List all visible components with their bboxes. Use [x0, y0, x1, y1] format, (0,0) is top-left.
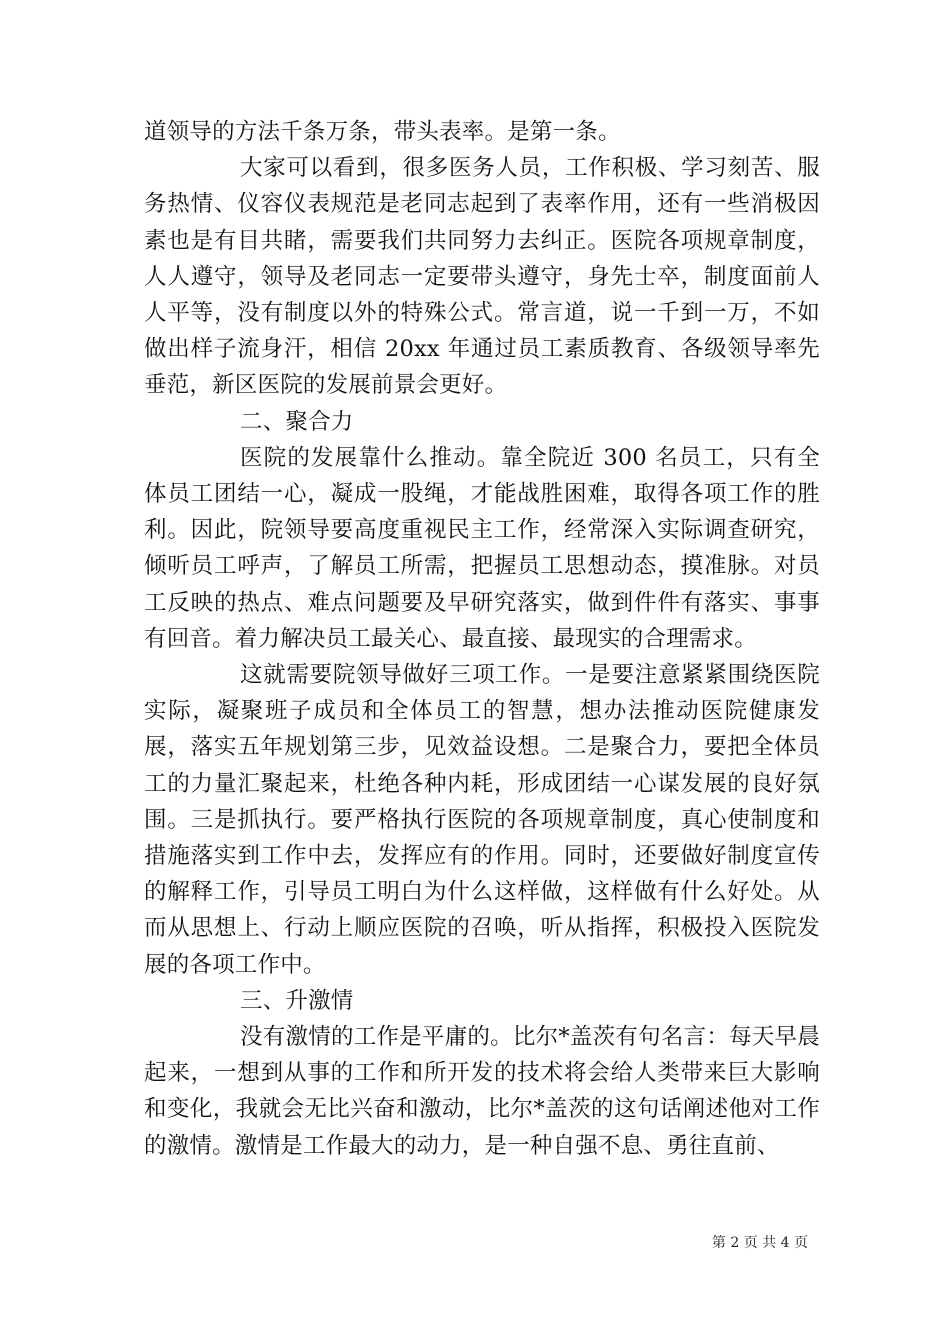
- paragraph-body: 医院的发展靠什么推动。靠全院近 300 名员工，只有全体员工团结一心，凝成一股绳，才能战胜困难，取得各项工作的胜利。因此，院领导要高度重视民主工作，经常深入实际调查研究，倾听员工呼声，了解员工所需，把握员工思想动态，摸准脉。对员工反映的热点、难点问题要及早研究落实，做到件件有落实、事事有回音。着力解决员工最关心、最直接、最现实的合理需求。: [144, 444, 820, 652]
- paragraph-body: 大家可以看到，很多医务人员，工作积极、学习刻苦、服务热情、仪容仪表规范是老同志起到了表率作用，还有一些消极因素也是有目共睹，需要我们共同努力去纠正。医院各项规章制度，人人遵守，领导及老同志一定要带头遵守，身先士卒，制度面前人人平等，没有制度以外的特殊公式。常言道，说一千到一万，不如做出样子流身汗，相信 20xx 年通过员工素质教育、各级领导率先垂范，新区医院的发展前景会更好。: [144, 155, 820, 399]
- paragraph-continuation: 道领导的方法千条万条，带头表率。是第一条。: [144, 119, 621, 145]
- document-body: [144, 114, 820, 1164]
- page-number-footer: 第 2 页 共 4 页: [711, 1235, 808, 1251]
- paragraph-body: 这就需要院领导做好三项工作。一是要注意紧紧围绕医院实际，凝聚班子成员和全体员工的智慧，想办法推动医院健康发展，落实五年规划第三步，见效益设想。二是聚合力，要把全体员工的力量汇聚起来，杜绝各种内耗，形成团结一心谋发展的良好氛围。三是抓执行。要严格执行医院的各项规章制度，真心使制度和措施落实到工作中去，发挥应有的作用。同时，还要做好制度宣传的解释工作，引导员工明白为什么这样做，这样做有什么好处。从而从思想上、行动上顺应医院的召唤，听从指挥，积极投入医院发展的各项工作中。: [144, 662, 820, 978]
- section-heading: 二、聚合力: [240, 408, 354, 435]
- section-heading: 三、升激情: [240, 987, 354, 1014]
- paragraph-body: 没有激情的工作是平庸的。比尔*盖茨有句名言：每天早晨起来，一想到从事的工作和所开发的技术将会给人类带来巨大影响和变化，我就会无比兴奋和激动，比尔*盖茨的这句话阐述他对工作的激情。激情是工作最大的动力，是一种自强不息、勇往直前、: [144, 1024, 820, 1159]
